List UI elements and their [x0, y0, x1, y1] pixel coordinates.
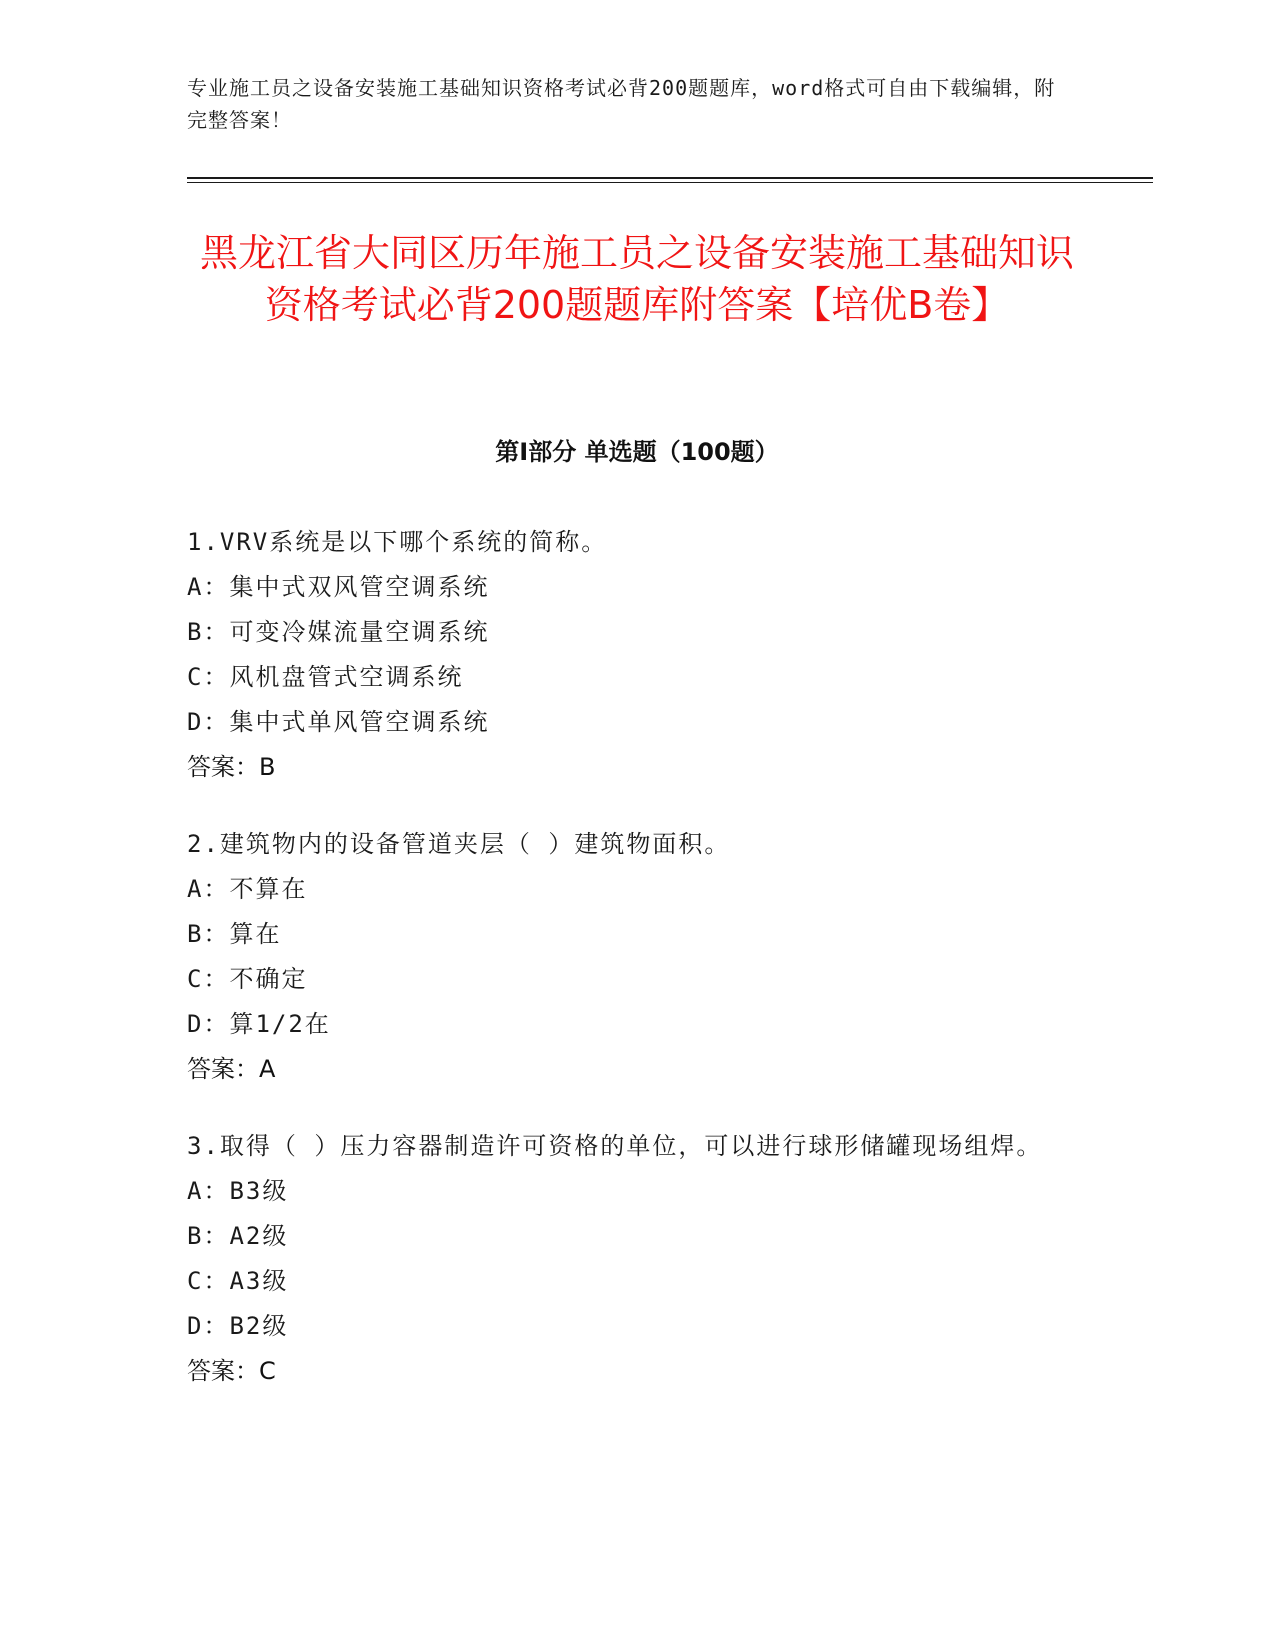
option-separator: ：: [203, 965, 230, 993]
option-letter: B: [187, 618, 204, 646]
header-note: 专业施工员之设备安装施工基础知识资格考试必背200题题库，word格式可自由下载编辑，附完整答案！: [187, 76, 1056, 132]
option-text: 不算在: [229, 875, 308, 903]
option-letter: A: [187, 1177, 204, 1205]
option-text: 不确定: [229, 965, 308, 993]
option-letter: C: [187, 663, 204, 691]
option-separator: ：: [203, 1177, 230, 1205]
question-stem: 1.VRV系统是以下哪个系统的简称。: [187, 528, 608, 556]
option-text: 集中式双风管空调系统: [229, 573, 490, 601]
question-3: [187, 1124, 1087, 1394]
option-a: [187, 867, 1087, 912]
option-separator: ：: [203, 1267, 230, 1295]
option-a: [187, 565, 1087, 610]
header-divider-thick: [187, 177, 1153, 179]
answer-line: 答案：B: [187, 753, 276, 781]
option-c: [187, 957, 1087, 1002]
option-c: [187, 655, 1087, 700]
option-d: [187, 700, 1087, 745]
option-text: A3级: [229, 1267, 289, 1295]
option-text: 风机盘管式空调系统: [229, 663, 464, 691]
option-text: 算在: [229, 920, 282, 948]
option-separator: ：: [203, 663, 230, 691]
question-stem: 2.建筑物内的设备管道夹层（ ）建筑物面积。: [187, 830, 731, 858]
option-separator: ：: [203, 708, 230, 736]
option-separator: ：: [203, 1010, 230, 1038]
option-b: [187, 1214, 1087, 1259]
option-separator: ：: [203, 875, 230, 903]
option-letter: D: [187, 1010, 204, 1038]
option-b: [187, 610, 1087, 655]
section-title: 第Ⅰ部分 单选题（100题）: [495, 438, 779, 466]
option-text: A2级: [229, 1222, 289, 1250]
option-text: 集中式单风管空调系统: [229, 708, 490, 736]
option-letter: B: [187, 1222, 204, 1250]
option-text: 可变冷媒流量空调系统: [229, 618, 490, 646]
header-divider-thin: [187, 182, 1153, 183]
option-letter: D: [187, 708, 204, 736]
option-letter: B: [187, 920, 204, 948]
option-separator: ：: [203, 920, 230, 948]
option-letter: D: [187, 1312, 204, 1340]
question-1: [187, 520, 1087, 790]
question-2: [187, 822, 1087, 1092]
question-stem: 3.取得（ ）压力容器制造许可资格的单位，可以进行球形储罐现场组焊。: [187, 1132, 1043, 1160]
option-d: [187, 1002, 1087, 1047]
option-letter: C: [187, 965, 204, 993]
document-title: 黑龙江省大同区历年施工员之设备安装施工基础知识资格考试必背200题题库附答案【培优B卷】: [199, 231, 1074, 327]
option-d: [187, 1304, 1087, 1349]
answer-line: 答案：A: [187, 1055, 276, 1083]
option-letter: A: [187, 573, 204, 601]
option-separator: ：: [203, 1222, 230, 1250]
option-separator: ：: [203, 1312, 230, 1340]
option-separator: ：: [203, 618, 230, 646]
option-letter: A: [187, 875, 204, 903]
option-text: B3级: [229, 1177, 289, 1205]
question-list: [187, 520, 1087, 1426]
option-c: [187, 1259, 1087, 1304]
answer-line: 答案：C: [187, 1357, 276, 1385]
option-text: 算1/2在: [229, 1010, 331, 1038]
option-text: B2级: [229, 1312, 289, 1340]
option-separator: ：: [203, 573, 230, 601]
option-letter: C: [187, 1267, 204, 1295]
option-a: [187, 1169, 1087, 1214]
option-b: [187, 912, 1087, 957]
